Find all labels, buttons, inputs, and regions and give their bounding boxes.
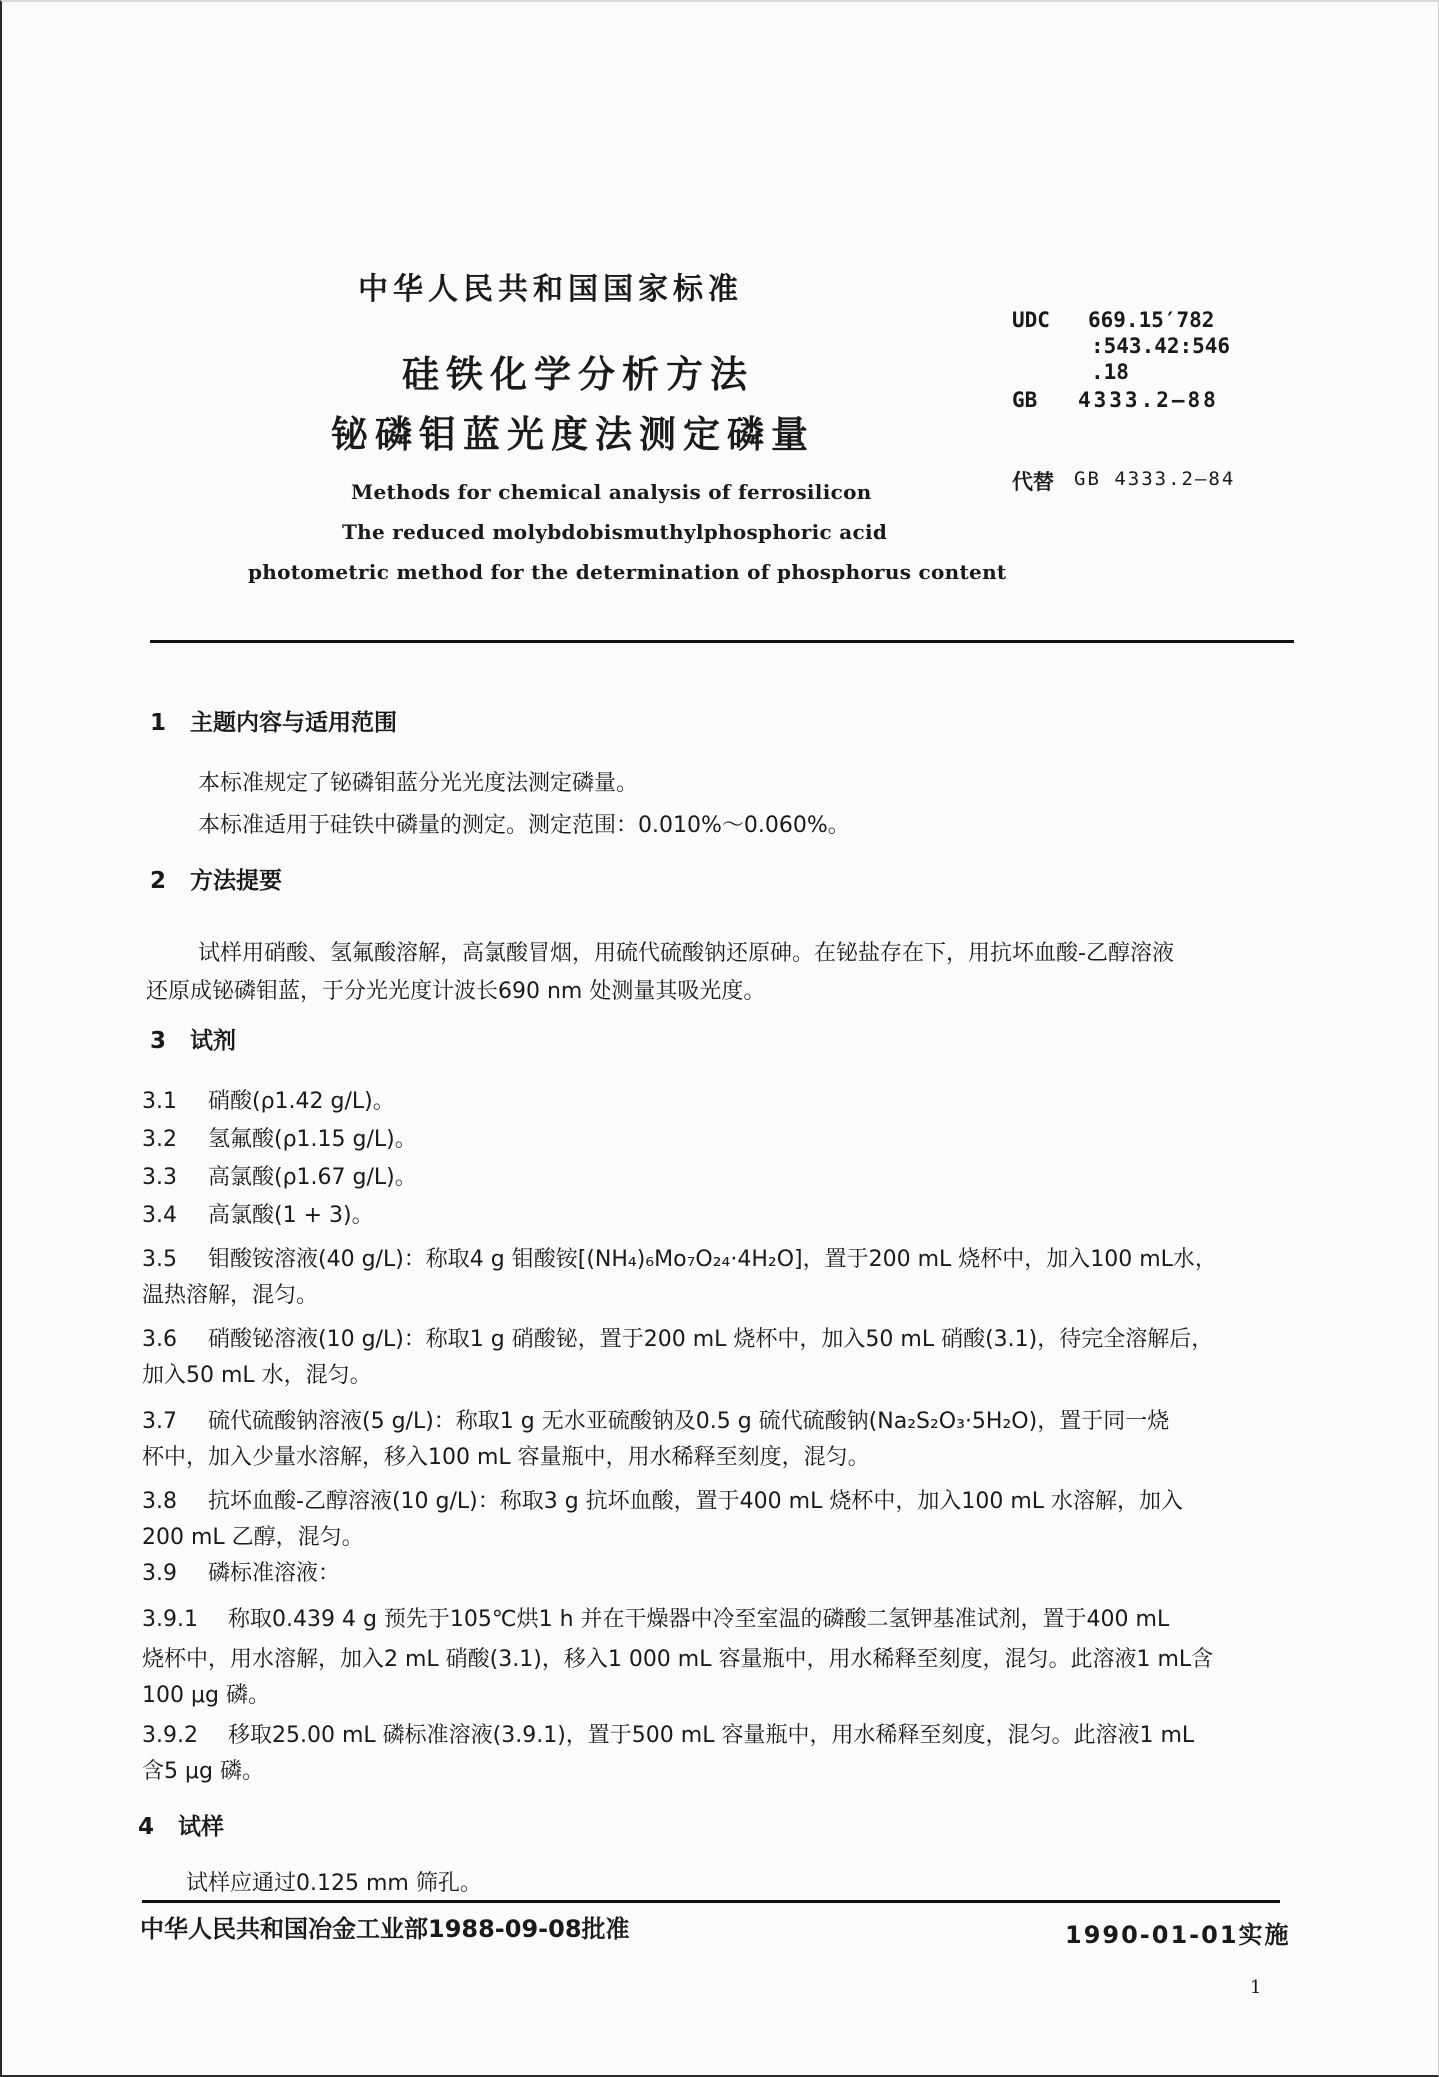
reagent-3-2 — [142, 1122, 417, 1153]
title-en-line1: Methods for chemical analysis of ferrosilicon — [351, 480, 872, 504]
header-divider — [150, 640, 1294, 643]
udc-continuation-1: :543.42:546 — [1091, 334, 1231, 358]
replaces-standard: GB 4333.2—84 — [1074, 468, 1236, 490]
section-title: 试剂 — [190, 1028, 236, 1054]
section-2-heading — [150, 862, 282, 895]
section-1-paragraph-2: 本标准适用于硅铁中磷量的测定。测定范围：0.010%～0.060%。 — [198, 813, 850, 838]
item-text: 称取0.439 4 g 预先于105℃烘1 h 并在干燥器中冷至室温的磷酸二氢钾基准试剂，置于400 mL — [228, 1607, 1170, 1632]
item-number: 3.1 — [142, 1089, 177, 1114]
reagent-3-9-2 — [142, 1718, 1194, 1749]
udc-value: 669.15′782 — [1088, 308, 1215, 332]
section-1-paragraph-1: 本标准规定了铋磷钼蓝分光光度法测定磷量。 — [198, 771, 639, 796]
reagent-3-1 — [142, 1084, 395, 1115]
item-text: 高氯酸(1 + 3)。 — [208, 1203, 374, 1228]
reagent-3-8 — [142, 1484, 1183, 1515]
gb-label: GB — [1012, 388, 1038, 412]
title-en-line3: photometric method for the determination of phosphorus content — [248, 560, 1007, 584]
reagent-3-9 — [142, 1556, 340, 1587]
item-number: 3.9 — [142, 1561, 177, 1586]
reagent-3-8-cont: 200 mL 乙醇，混匀。 — [142, 1525, 364, 1550]
title-cn-line2: 铋磷钼蓝光度法测定磷量 — [331, 413, 815, 456]
item-number: 3.6 — [142, 1327, 177, 1352]
footer-divider — [142, 1900, 1280, 1903]
item-number: 3.7 — [142, 1409, 177, 1434]
replaces-label: 代替 — [1012, 470, 1054, 494]
reagent-3-4 — [142, 1198, 374, 1229]
gb-number: 4333.2—88 — [1078, 388, 1219, 412]
section-title: 试样 — [178, 1814, 224, 1840]
item-number: 3.9.1 — [142, 1607, 198, 1632]
reagent-3-5-cont: 温热溶解，混匀。 — [142, 1283, 319, 1308]
reagent-3-9-1-cont2: 100 μg 磷。 — [142, 1683, 270, 1708]
section-1-heading — [150, 704, 397, 737]
item-number: 3.4 — [142, 1203, 177, 1228]
page-number: 1 — [1250, 1977, 1262, 1998]
item-number: 3.8 — [142, 1489, 177, 1514]
reagent-3-6-cont: 加入50 mL 水，混匀。 — [142, 1363, 372, 1388]
section-number: 2 — [150, 868, 167, 894]
item-text: 钼酸铵溶液(40 g/L)：称取4 g 钼酸铵[(NH₄)₆Mo₇O₂₄·4H₂O]，置于200 mL 烧杯中，加入100 mL水， — [208, 1247, 1217, 1272]
reagent-3-3 — [142, 1160, 417, 1191]
reagent-3-9-1 — [142, 1602, 1169, 1633]
reagent-3-5 — [142, 1242, 1217, 1273]
item-text: 移取25.00 mL 磷标准溶液(3.9.1)，置于500 mL 容量瓶中，用水稀释至刻度，混匀。此溶液1 mL — [228, 1723, 1195, 1748]
reagent-3-7-cont: 杯中，加入少量水溶解，移入100 mL 容量瓶中，用水稀释至刻度，混匀。 — [142, 1445, 870, 1470]
section-4-paragraph: 试样应通过0.125 mm 筛孔。 — [186, 1871, 482, 1896]
item-number: 3.5 — [142, 1247, 177, 1272]
item-text: 硝酸(ρ1.42 g/L)。 — [208, 1089, 395, 1114]
section-4-heading — [138, 1808, 224, 1841]
title-cn-line1: 硅铁化学分析方法 — [402, 353, 754, 396]
udc-continuation-2: .18 — [1091, 360, 1129, 384]
reagent-3-9-2-cont: 含5 μg 磷。 — [142, 1759, 264, 1784]
item-text: 硫代硫酸钠溶液(5 g/L)：称取1 g 无水亚硫酸钠及0.5 g 硫代硫酸钠(Na₂S₂O₃·5H₂O)，置于同一烧 — [208, 1409, 1170, 1434]
section-title: 主题内容与适用范围 — [190, 710, 397, 736]
section-number: 3 — [150, 1028, 167, 1054]
item-text: 抗坏血酸-乙醇溶液(10 g/L)：称取3 g 抗坏血酸，置于400 mL 烧杯中，加入100 mL 水溶解，加入 — [208, 1489, 1184, 1514]
section-number: 4 — [138, 1814, 155, 1840]
reagent-3-7 — [142, 1404, 1169, 1435]
reagent-3-6 — [142, 1322, 1213, 1353]
item-number: 3.2 — [142, 1127, 177, 1152]
udc-label: UDC — [1012, 308, 1050, 332]
section-2-paragraph-line2: 还原成铋磷钼蓝，于分光光度计波长690 nm 处测量其吸光度。 — [146, 979, 766, 1004]
section-title: 方法提要 — [190, 868, 282, 894]
item-number: 3.3 — [142, 1165, 177, 1190]
item-text: 磷标准溶液： — [208, 1561, 341, 1586]
item-text: 硝酸铋溶液(10 g/L)：称取1 g 硝酸铋，置于200 mL 烧杯中，加入50 mL 硝酸(3.1)，待完全溶解后， — [208, 1327, 1214, 1352]
title-en-line2: The reduced molybdobismuthylphosphoric acid — [342, 520, 888, 544]
approval-statement: 中华人民共和国冶金工业部1988-09-08批准 — [140, 1915, 630, 1943]
item-number: 3.9.2 — [142, 1723, 198, 1748]
item-text: 氢氟酸(ρ1.15 g/L)。 — [208, 1127, 417, 1152]
effective-date: 1990-01-01实施 — [1065, 1921, 1291, 1949]
item-text: 高氯酸(ρ1.67 g/L)。 — [208, 1165, 417, 1190]
reagent-3-9-1-cont1: 烧杯中，用水溶解，加入2 mL 硝酸(3.1)，移入1 000 mL 容量瓶中，用水稀释至刻度，混匀。此溶液1 mL含 — [142, 1647, 1214, 1672]
section-3-heading — [150, 1022, 236, 1055]
section-2-paragraph-line1: 试样用硝酸、氢氟酸溶解，高氯酸冒烟，用硫代硫酸钠还原砷。在铋盐存在下，用抗坏血酸-乙醇溶液 — [198, 941, 1174, 966]
section-number: 1 — [150, 710, 167, 736]
standard-organization: 中华人民共和国国家标准 — [358, 272, 743, 307]
